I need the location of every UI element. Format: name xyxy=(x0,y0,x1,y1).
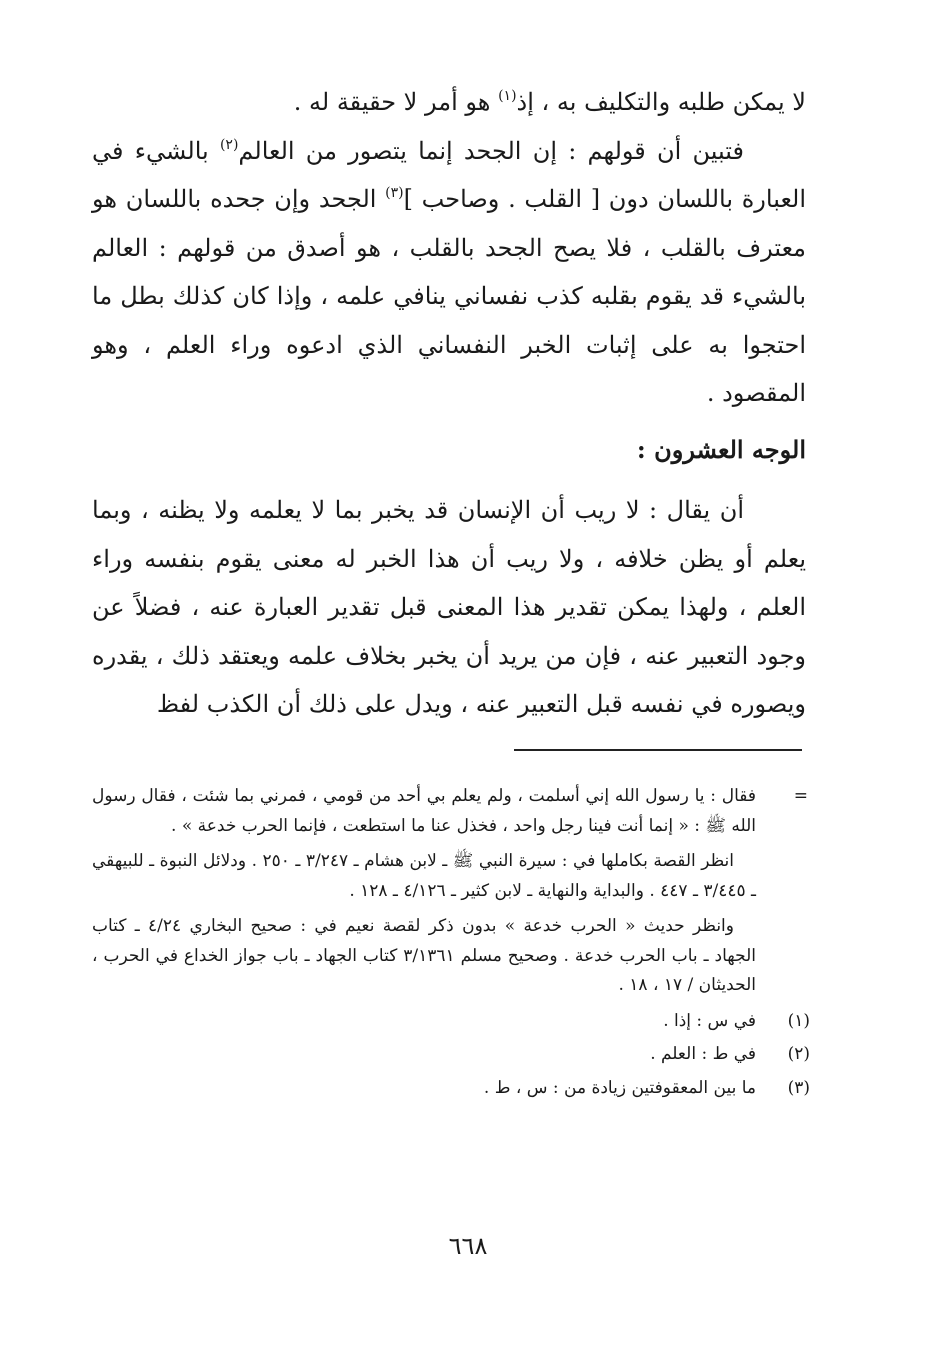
main-text xyxy=(92,78,806,729)
footnote-ref-3[interactable]: (٣) xyxy=(385,185,404,201)
footnote-item xyxy=(92,1040,810,1070)
footnote-text: وانظر حديث « الحرب خدعة » بدون ذكر لقصة نعيم في : صحيح البخاري ٤/٢٤ ـ كتاب الجهاد ـ باب الحرب خدعة . وصحيح مسلم ٣/١٣٦١ كتاب الجهاد ـ باب جواز الخداع في الحرب ، الحديثان / ١٧ ، ١٨ . xyxy=(92,916,756,995)
footnote-ref-2[interactable]: (٢) xyxy=(219,136,239,153)
text-run: بالشيء في العبارة باللسان دون [ القلب . وصاحب ] xyxy=(92,136,806,213)
footnote-number: (١) xyxy=(787,1010,810,1031)
paragraph-2 xyxy=(92,127,806,418)
footnotes xyxy=(92,782,810,1103)
footnote-item xyxy=(92,1007,810,1037)
text-run: هو أمر لا حقيقة له . xyxy=(293,88,499,116)
footnote-ref-1[interactable]: (١) xyxy=(498,88,517,104)
text-run: الجحد وإن جحده باللسان هو معترف بالقلب ، فلا يصح الجحد بالقلب ، هو أصدق من قولهم : العالم بالشيء قد يقوم بقلبه كذب نفساني ينافي علمه ، وإذا كان كذلك بطل ما احتجوا به على إثبات الخبر النفساني الذي ادعوه وراء العلم ، وهو المقصود . xyxy=(92,185,806,407)
footnote-text: انظر القصة بكاملها في : سيرة النبي ﷺ ـ لابن هشام ـ ٣/٢٤٧ ـ ٢٥٠ . ودلائل النبوة ـ للبيهقي ـ ٣/٤٤٥ ـ ٤٤٧ . والبداية والنهاية ـ لابن كثير ـ ٤/١٢٦ ـ ١٢٨ . xyxy=(92,851,756,901)
footnote-text: في ط : العلم . xyxy=(650,1044,756,1064)
text-run: فتبين أن قولهم : إن الجحد إنما يتصور من العالم xyxy=(238,136,744,165)
footnote-number: (٢) xyxy=(787,1044,810,1064)
footnote-text: في س : إذا . xyxy=(663,1010,756,1031)
footnote-item xyxy=(92,1074,810,1104)
continuation-mark: = xyxy=(793,786,808,806)
footnote-text: فقال : يا رسول الله إني أسلمت ، ولم يعلم بي أحد من قومي ، فمرني بما شئت ، فقال رسول الله ﷺ : « إنما أنت فينا رجل واحد ، فخذل عنا ما استطعت ، فإنما الحرب خدعة » . xyxy=(92,786,756,836)
footnote-continuation xyxy=(92,782,810,1001)
paragraph-1 xyxy=(92,78,806,127)
footnote-number: (٣) xyxy=(787,1077,810,1098)
paragraph-3: أن يقال : لا ريب أن الإنسان قد يخبر بما لا يعلمه ولا يظنه ، وبما يعلم أو يظن خلافه ، ولا ريب أن هذا الخبر له معنى يقوم بنفسه وراء العلم ، ولهذا يمكن تقدير هذا المعنى قبل تقدير العبارة عنه ، فضلاً عن وجود التعبير عنه ، فإن من يريد أن يخبر بخلاف علمه ويعتقد ذلك ، يقدره ويصوره في نفسه قبل التعبير عنه ، ويدل على ذلك أن الكذب لفظ xyxy=(92,496,806,718)
page-number: ٦٦٨ xyxy=(448,1232,488,1260)
text-run: لا يمكن طلبه والتكليف به ، إذ xyxy=(516,88,806,116)
section-heading: الوجه العشرون : xyxy=(636,434,806,464)
footnote-text: ما بين المعقوفتين زيادة من : س ، ط . xyxy=(483,1077,756,1098)
footnote-separator xyxy=(514,749,802,751)
